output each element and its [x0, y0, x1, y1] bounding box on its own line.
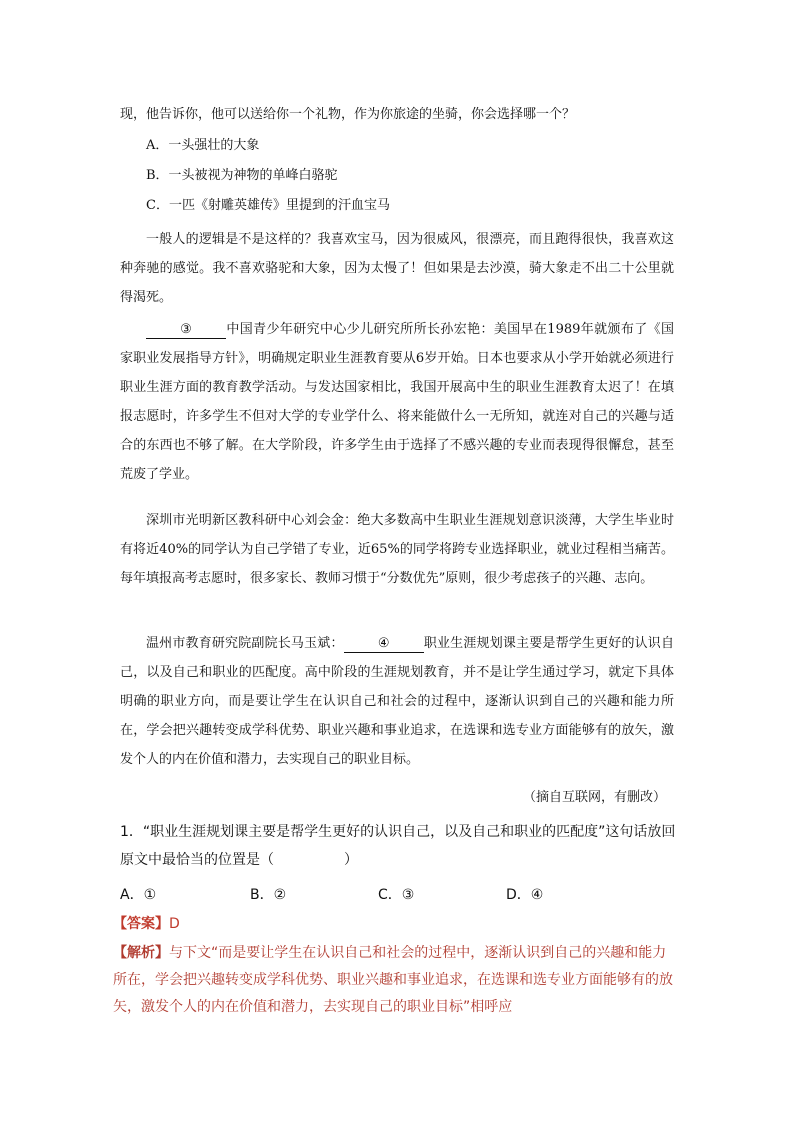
paragraph-logic: 一般人的逻辑是不是这样的？我喜欢宝马，因为很威风，很漂亮，而且跑得很快，我喜欢这种奔驰的感觉。我不喜欢骆驼和大象，因为太慢了！但如果是去沙漠，骑大象走不出二十公里就得渴死。 [120, 232, 674, 305]
paragraph-ma-text: 职业生涯规划课主要是帮学生更好的认识自己，以及自己和职业的匹配度。高中阶段的生涯规划教育，并不是让学生通过学习，就定下具体明确的职业方向，而是要让学生在认识自己和社会的过程中，逐渐认识到自己的兴趣和能力所在，学会把兴趣转变成学科优势、职业兴趣和事业追求，在选课和选专业方面能够有的放矢，激发个人的内在价值和潜力，去实现自己的职业目标。 [120, 636, 674, 767]
blank-3: ③ [146, 322, 226, 339]
intro-tail-line: 现，他告诉你，他可以送给你一个礼物，作为你旅途的坐骑，你会选择哪一个？ [120, 107, 576, 122]
question-stem: 1．“职业生涯规划课主要是帮学生更好的认识自己，以及自己和职业的匹配度”这句话放回原文中最恰当的位置是（ ） [120, 824, 676, 868]
answer-tag: 【答案】 [113, 916, 169, 932]
paragraph-liu: 深圳市光明新区教科研中心刘会金：绝大多数高中生职业生涯规划意识淡薄，大学生毕业时有将近40%的同学认为自己学错了专业，近65%的同学将跨专业选择职业，就业过程相当痛苦。每年填报高考志愿时，很多家长、教师习惯于“分数优先”原则，很少考虑孩子的兴趣、志向。 [120, 513, 674, 586]
analysis-block [113, 940, 679, 1021]
choice-c: C．③ [378, 887, 415, 903]
blank-4: ④ [344, 636, 424, 653]
answer-value: D [169, 916, 180, 932]
paragraph-ma-lead: 温州市教育研究院副院长马玉斌： [146, 636, 344, 651]
analysis-tag: 【解析】 [113, 945, 169, 961]
option-a: A．一头强壮的大象 [146, 138, 260, 153]
paragraph-sun-text: 中国青少年研究中心少儿研究所所长孙宏艳：美国早在1989年就颁布了《国家职业发展指导方针》，明确规定职业生涯教育要从6岁开始。日本也要求从小学开始就必须进行职业生涯方面的教育教学活动。与发达国家相比，我国开展高中生的职业生涯教育太迟了！在填报志愿时，许多学生不但对大学的专业学什么、将来能做什么一无所知，就连对自己的兴趣与适合的东西也不够了解。在大学阶段，许多学生由于选择了不感兴趣的专业而表现得很懈怠，甚至荒废了学业。 [120, 322, 674, 482]
source-note: （摘自互联网，有删改） [522, 790, 666, 805]
option-c: C．一匹《射雕英雄传》里提到的汗血宝马 [146, 198, 390, 213]
answer-line [113, 913, 180, 933]
choice-a: A．① [120, 887, 157, 903]
paragraph-ma [120, 629, 674, 774]
paragraph-sun [120, 315, 674, 489]
choice-d: D．④ [506, 887, 544, 903]
choice-b: B．② [250, 887, 287, 903]
option-b: B．一头被视为神物的单峰白骆驼 [146, 168, 338, 183]
analysis-text: 与下文“而是要让学生在认识自己和社会的过程中，逐渐认识到自己的兴趣和能力所在，学会把兴趣转变成学科优势、职业兴趣和事业追求，在选课和选专业方面能够有的放矢，激发个人的内在价值和潜力，去实现自己的职业目标”相呼应 [113, 945, 673, 1015]
